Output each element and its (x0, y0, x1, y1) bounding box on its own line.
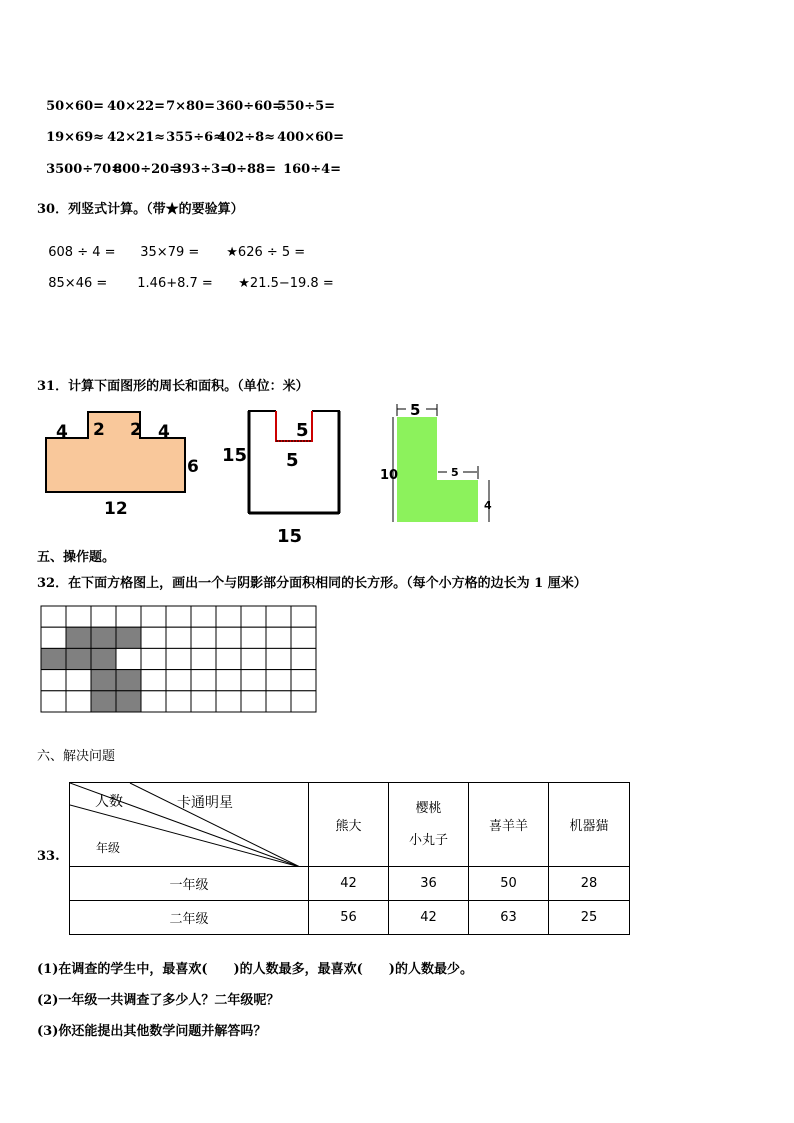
oral-item: 393÷3= (173, 162, 232, 177)
grid-cell (166, 670, 191, 691)
q31-title: 31．计算下面图形的周长和面积。（单位：米） (37, 379, 309, 394)
grid-cell (166, 691, 191, 712)
fig3-label: 5 (451, 466, 459, 479)
grid-cell (116, 648, 141, 669)
grid-cell (191, 648, 216, 669)
fig2-label: 15 (277, 526, 303, 547)
q33-question-2: (2)一年级一共调查了多少人？二年级呢？ (37, 993, 280, 1008)
grid-cell (191, 606, 216, 627)
value-cell: 42 (389, 901, 469, 935)
grid-cell (41, 606, 66, 627)
grid-cell (66, 691, 91, 712)
grade-cell: 二年级 (70, 901, 309, 935)
oral-item: 800÷20= (113, 162, 181, 177)
grid-cell (216, 670, 241, 691)
grid-cell (241, 606, 266, 627)
value-cell: 63 (469, 901, 549, 935)
grid-cell (291, 627, 316, 648)
grid-cell (141, 648, 166, 669)
fig1-label: 2 (130, 420, 142, 440)
grid-cell (141, 670, 166, 691)
fig3-label: 4 (484, 499, 492, 512)
grid-cell (241, 627, 266, 648)
grid-cell (66, 670, 91, 691)
section-5-heading: 五、操作题。 (37, 550, 116, 565)
shaded-cell (116, 627, 141, 648)
grid-cell (91, 606, 116, 627)
grid-cell (191, 691, 216, 712)
grid-cell (41, 670, 66, 691)
shaded-cell (66, 627, 91, 648)
fig3-label: 10 (380, 468, 399, 483)
grid-cell (116, 606, 141, 627)
value-cell: 56 (309, 901, 389, 935)
grid-cell (291, 606, 316, 627)
grid-cell (141, 606, 166, 627)
shaded-cell (66, 648, 91, 669)
oral-item: 40×22= (107, 99, 166, 114)
oral-item: 50×60= (46, 99, 105, 114)
l-shape (397, 417, 478, 522)
grid-cell (41, 691, 66, 712)
grid-cell (191, 670, 216, 691)
q30-item: ★21.5−19.8 = (238, 276, 334, 291)
survey-table (69, 782, 630, 935)
table-row (70, 867, 630, 901)
column-header: 熊大 (309, 783, 389, 867)
grid-cell (291, 670, 316, 691)
grid-cell (266, 670, 291, 691)
oral-item: 400×60= (277, 130, 345, 145)
oral-item: 3500÷70= (46, 162, 123, 177)
shaded-cell (116, 691, 141, 712)
oral-item: 42×21≈ (107, 130, 166, 145)
oral-item: 0÷88= (227, 162, 276, 177)
column-header: 樱桃 小丸子 (389, 783, 469, 867)
fig1-label: 2 (93, 420, 105, 440)
oral-item: 19×69≈ (46, 130, 105, 145)
q30-item: 608 ÷ 4 = (48, 245, 116, 260)
value-cell: 36 (389, 867, 469, 901)
q30-title: 30．列竖式计算。（带★的要验算） (37, 202, 244, 217)
grade-cell: 一年级 (70, 867, 309, 901)
fig3-label: 5 (410, 401, 421, 419)
diag-grade-label: 年级 (96, 841, 121, 855)
grid-cell (141, 627, 166, 648)
section-6-heading: 六、解决问题 (37, 749, 116, 764)
grid-cell (266, 648, 291, 669)
diag-star-label: 卡通明星 (177, 795, 233, 811)
oral-item: 360÷60= (216, 99, 284, 114)
shaded-cell (116, 670, 141, 691)
grid-cell (191, 627, 216, 648)
column-header: 喜羊羊 (469, 783, 549, 867)
shaded-cell (41, 648, 66, 669)
shaded-cell (91, 627, 116, 648)
shaded-cell (91, 648, 116, 669)
fig2-label: 5 (296, 420, 309, 441)
q33-number: 33. (37, 849, 60, 864)
table-row (70, 901, 630, 935)
oral-item: 355÷6≈ (166, 130, 225, 145)
q30-item: 35×79 = (140, 245, 200, 260)
grid-cell (266, 627, 291, 648)
grid-cell (266, 691, 291, 712)
fig1-label: 6 (187, 457, 199, 477)
q30-item: 85×46 = (48, 276, 108, 291)
grid-cell (216, 627, 241, 648)
fig1-label: 4 (56, 422, 68, 442)
grid-cell (41, 627, 66, 648)
fig1-label: 4 (158, 422, 170, 442)
value-cell: 28 (549, 867, 630, 901)
grid-cell (241, 648, 266, 669)
q33-question-1: (1)在调查的学生中，最喜欢( )的人数最多，最喜欢( )的人数最少。 (37, 962, 473, 977)
q30-item: 1.46+8.7 = (137, 276, 213, 291)
grid-cell (66, 606, 91, 627)
shaded-cell (91, 691, 116, 712)
grid-cell (291, 691, 316, 712)
square-grid (40, 605, 316, 733)
value-cell: 25 (549, 901, 630, 935)
grid-cell (216, 648, 241, 669)
grid-cell (291, 648, 316, 669)
shaded-cell (91, 670, 116, 691)
oral-item: 550÷5= (277, 99, 336, 114)
oral-item: 402÷8≈ (217, 130, 276, 145)
grid-cell (241, 670, 266, 691)
value-cell: 50 (469, 867, 549, 901)
q30-item: ★626 ÷ 5 = (226, 245, 306, 260)
diagonal-header-cell (70, 783, 309, 867)
grid-cell (216, 691, 241, 712)
q32-title: 32．在下面方格图上，画出一个与阴影部分面积相同的长方形。（每个小方格的边长为 1 厘米） (37, 576, 587, 591)
grid-cell (266, 606, 291, 627)
grid-cell (166, 606, 191, 627)
fig2-label: 5 (286, 450, 299, 471)
fig1-label: 12 (104, 499, 128, 519)
fig2-label: 15 (222, 445, 248, 466)
oral-item: 7×80= (166, 99, 215, 114)
column-header: 机器猫 (549, 783, 630, 867)
grid-cell (216, 606, 241, 627)
value-cell: 42 (309, 867, 389, 901)
oral-item: 160÷4= (283, 162, 342, 177)
grid-cell (166, 648, 191, 669)
grid-cell (241, 691, 266, 712)
grid-cell (141, 691, 166, 712)
diag-count-label: 人数 (95, 794, 123, 810)
q33-question-3: (3)你还能提出其他数学问题并解答吗？ (37, 1024, 267, 1039)
grid-cell (166, 627, 191, 648)
